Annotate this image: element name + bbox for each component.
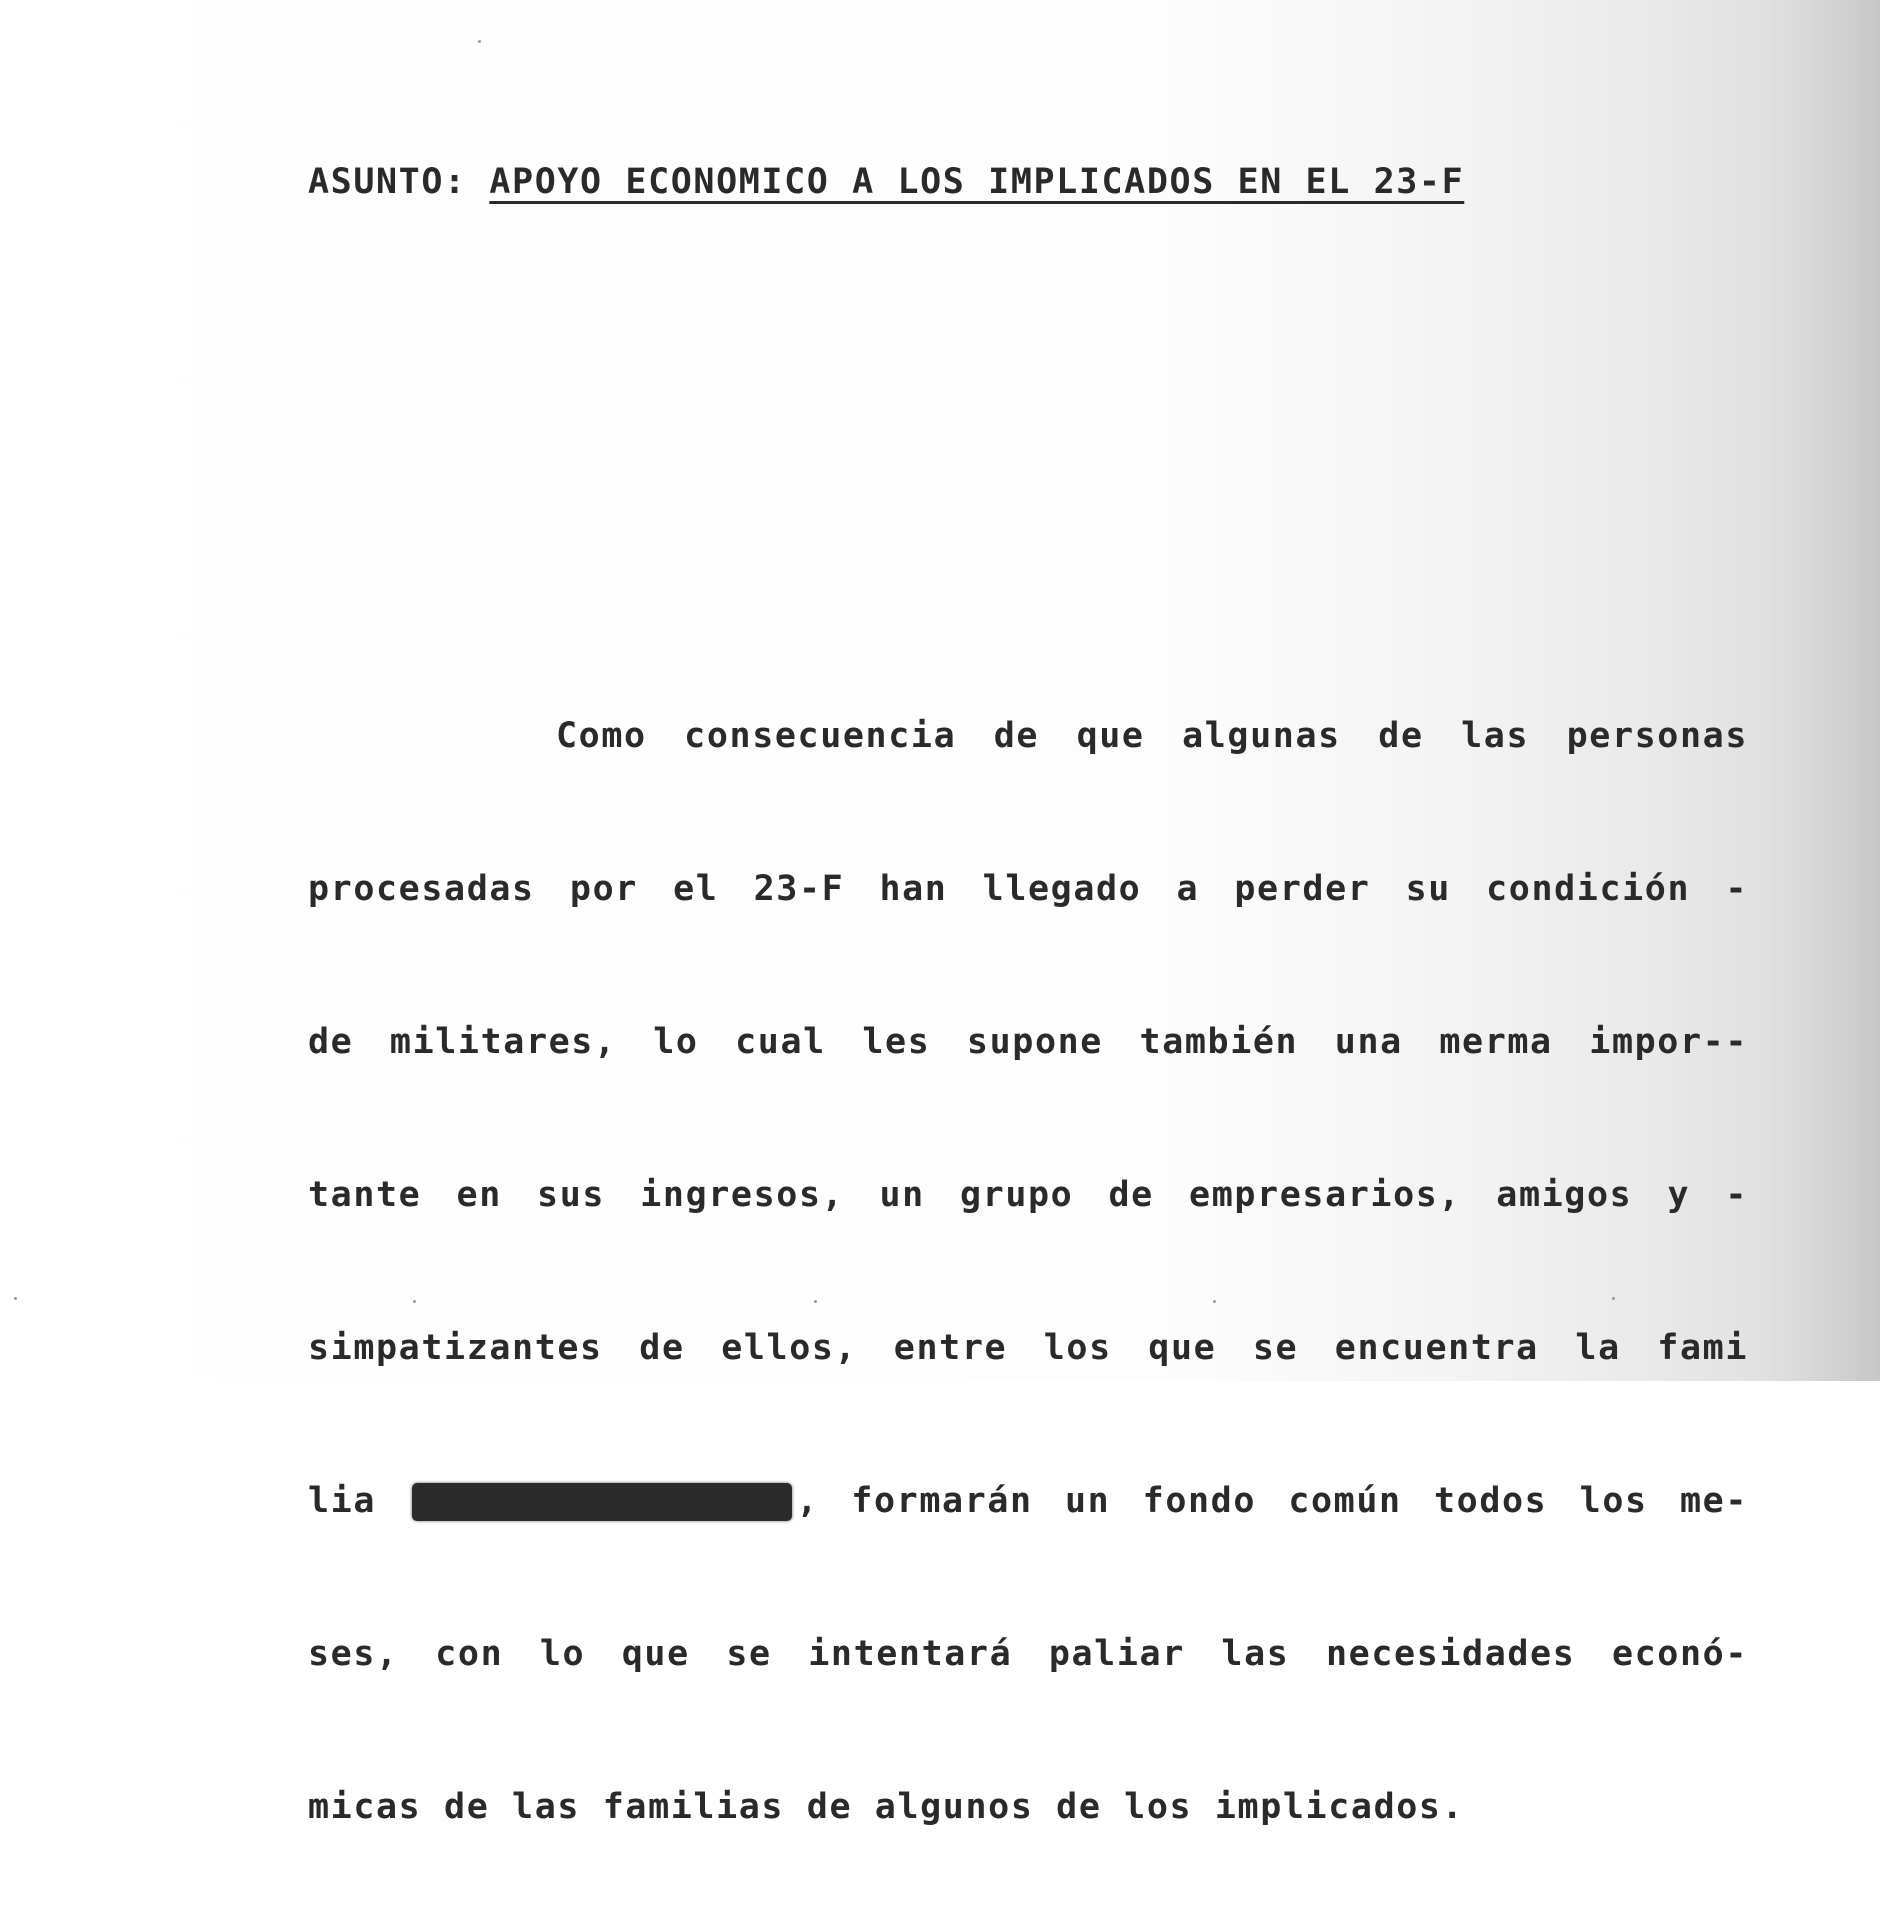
scan-speck bbox=[413, 1300, 416, 1303]
body-line-end: , formarán un fondo común todos los me- bbox=[796, 1481, 1748, 1521]
body-line: procesadas por el 23-F han llegado a perder su condición - bbox=[308, 869, 1748, 909]
scan-edge-shadow bbox=[1760, 0, 1880, 1381]
body-line-redacted bbox=[308, 1465, 1748, 1538]
subject-label: ASUNTO: bbox=[308, 162, 467, 202]
scan-speck bbox=[1213, 1300, 1216, 1303]
body-line: Como consecuencia de que algunas de las personas bbox=[556, 716, 1748, 756]
scan-speck bbox=[478, 40, 481, 43]
body-line: de militares, lo cual les supone también una merma impor-- bbox=[308, 1022, 1748, 1062]
subject-title: APOYO ECONOMICO A LOS IMPLICADOS EN EL 23-F bbox=[489, 162, 1465, 202]
scan-speck bbox=[1612, 1297, 1615, 1300]
body-line: ses, con lo que se intentará paliar las necesidades econó- bbox=[308, 1634, 1748, 1674]
redaction-block bbox=[412, 1483, 792, 1521]
body-line: simpatizantes de ellos, entre los que se encuentra la fami bbox=[308, 1328, 1748, 1368]
scan-speck bbox=[14, 1297, 17, 1300]
body-line-start: lia bbox=[308, 1481, 377, 1521]
scan-speck bbox=[814, 1300, 817, 1303]
body-line: micas de las familias de algunos de los implicados. bbox=[308, 1787, 1465, 1827]
body-paragraph bbox=[308, 620, 1748, 1924]
subject-line bbox=[308, 162, 1464, 202]
body-line: tante en sus ingresos, un grupo de empresarios, amigos y - bbox=[308, 1175, 1748, 1215]
